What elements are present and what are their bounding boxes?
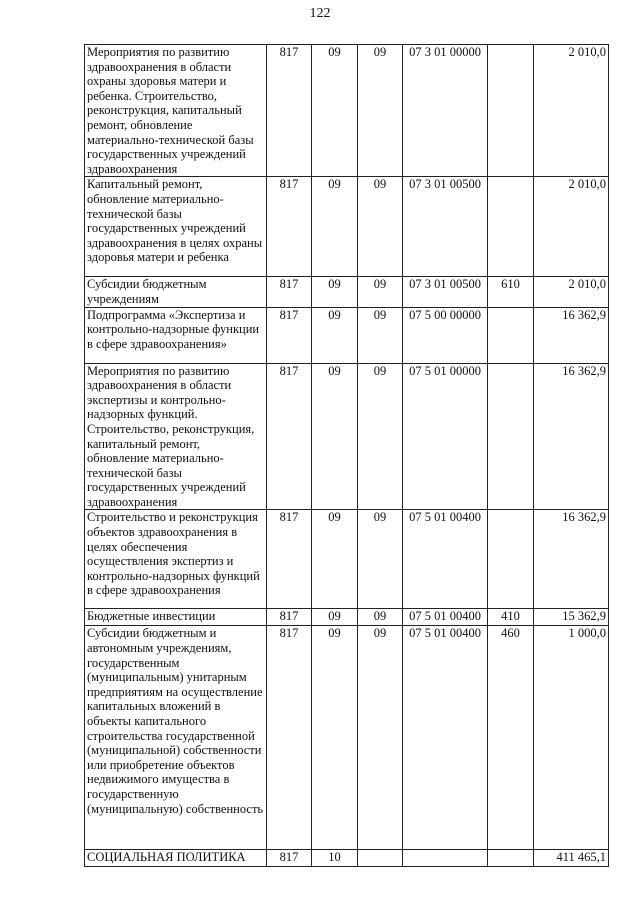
row-subsection-code: 09	[358, 363, 403, 510]
row-target-code: 07 3 01 00500	[403, 177, 488, 277]
row-ministry-code: 817	[267, 609, 312, 626]
row-amount: 2 010,0	[534, 45, 609, 177]
row-section-code: 09	[312, 363, 358, 510]
row-amount: 16 362,9	[534, 363, 609, 510]
row-expense-type	[488, 850, 534, 867]
row-section-code: 10	[312, 850, 358, 867]
row-target-code: 07 5 01 00400	[403, 609, 488, 626]
row-name: Мероприятия по развитию здравоохранения в области охраны здоровья матери и ребенка. Строительство, реконструкция, капитальный ремонт, обновление материально-технической базы государственных учреждений здравоохранения	[85, 45, 267, 177]
table-row	[85, 177, 609, 277]
row-section-code: 09	[312, 626, 358, 850]
row-amount: 2 010,0	[534, 277, 609, 307]
row-amount: 16 362,9	[534, 510, 609, 609]
row-section-code: 09	[312, 277, 358, 307]
budget-table	[84, 44, 609, 867]
table-row	[85, 850, 609, 867]
row-amount: 16 362,9	[534, 307, 609, 363]
table-row	[85, 277, 609, 307]
row-name: Бюджетные инвестиции	[85, 609, 267, 626]
row-expense-type	[488, 307, 534, 363]
row-target-code: 07 5 01 00000	[403, 363, 488, 510]
row-ministry-code: 817	[267, 850, 312, 867]
row-target-code	[403, 850, 488, 867]
row-name: Мероприятия по развитию здравоохранения в области экспертизы и контрольно-надзорных функций. Строительство, реконструкция, капитальный ремонт, обновление материально-технической базы государственных учреждений здравоохранения	[85, 363, 267, 510]
row-expense-type: 460	[488, 626, 534, 850]
row-name: Капитальный ремонт, обновление материально-технической базы государственных учреждений здравоохранения в целях охраны здоровья матери и ребенка	[85, 177, 267, 277]
row-subsection-code	[358, 850, 403, 867]
row-section-code: 09	[312, 609, 358, 626]
row-name: Строительство и реконструкция объектов здравоохранения в целях обеспечения осуществления экспертиз и контрольно-надзорных функций в сфере здравоохранения	[85, 510, 267, 609]
table-row	[85, 45, 609, 177]
row-name: Подпрограмма «Экспертиза и контрольно-надзорные функции в сфере здравоохранения»	[85, 307, 267, 363]
row-target-code: 07 5 01 00400	[403, 510, 488, 609]
row-subsection-code: 09	[358, 626, 403, 850]
row-name: Субсидии бюджетным и автономным учреждениям, государственным (муниципальным) унитарным предприятиям на осуществление капитальных вложений в объекты капитального строительства государственной (муниципальной) собственности или приобретение объектов недвижимого имущества в государственную (муниципальную) собственность	[85, 626, 267, 850]
row-section-code: 09	[312, 45, 358, 177]
row-amount: 2 010,0	[534, 177, 609, 277]
row-subsection-code: 09	[358, 177, 403, 277]
row-subsection-code: 09	[358, 609, 403, 626]
row-target-code: 07 3 01 00000	[403, 45, 488, 177]
row-section-code: 09	[312, 510, 358, 609]
table-row	[85, 626, 609, 850]
row-name: Субсидии бюджетным учреждениям	[85, 277, 267, 307]
row-amount: 1 000,0	[534, 626, 609, 850]
row-subsection-code: 09	[358, 277, 403, 307]
row-expense-type	[488, 177, 534, 277]
row-subsection-code: 09	[358, 510, 403, 609]
page-number: 122	[309, 6, 331, 21]
row-expense-type: 410	[488, 609, 534, 626]
row-ministry-code: 817	[267, 363, 312, 510]
table-row	[85, 510, 609, 609]
row-target-code: 07 3 01 00500	[403, 277, 488, 307]
row-ministry-code: 817	[267, 277, 312, 307]
row-expense-type	[488, 45, 534, 177]
row-expense-type	[488, 510, 534, 609]
row-section-code: 09	[312, 177, 358, 277]
row-target-code: 07 5 01 00400	[403, 626, 488, 850]
row-expense-type	[488, 363, 534, 510]
row-target-code: 07 5 00 00000	[403, 307, 488, 363]
table-row	[85, 609, 609, 626]
table-row	[85, 363, 609, 510]
row-subsection-code: 09	[358, 307, 403, 363]
row-subsection-code: 09	[358, 45, 403, 177]
row-ministry-code: 817	[267, 510, 312, 609]
row-ministry-code: 817	[267, 626, 312, 850]
row-section-code: 09	[312, 307, 358, 363]
row-amount: 15 362,9	[534, 609, 609, 626]
row-expense-type: 610	[488, 277, 534, 307]
table-row	[85, 307, 609, 363]
row-amount: 411 465,1	[534, 850, 609, 867]
row-ministry-code: 817	[267, 307, 312, 363]
row-name: СОЦИАЛЬНАЯ ПОЛИТИКА	[85, 850, 267, 867]
row-ministry-code: 817	[267, 45, 312, 177]
row-ministry-code: 817	[267, 177, 312, 277]
